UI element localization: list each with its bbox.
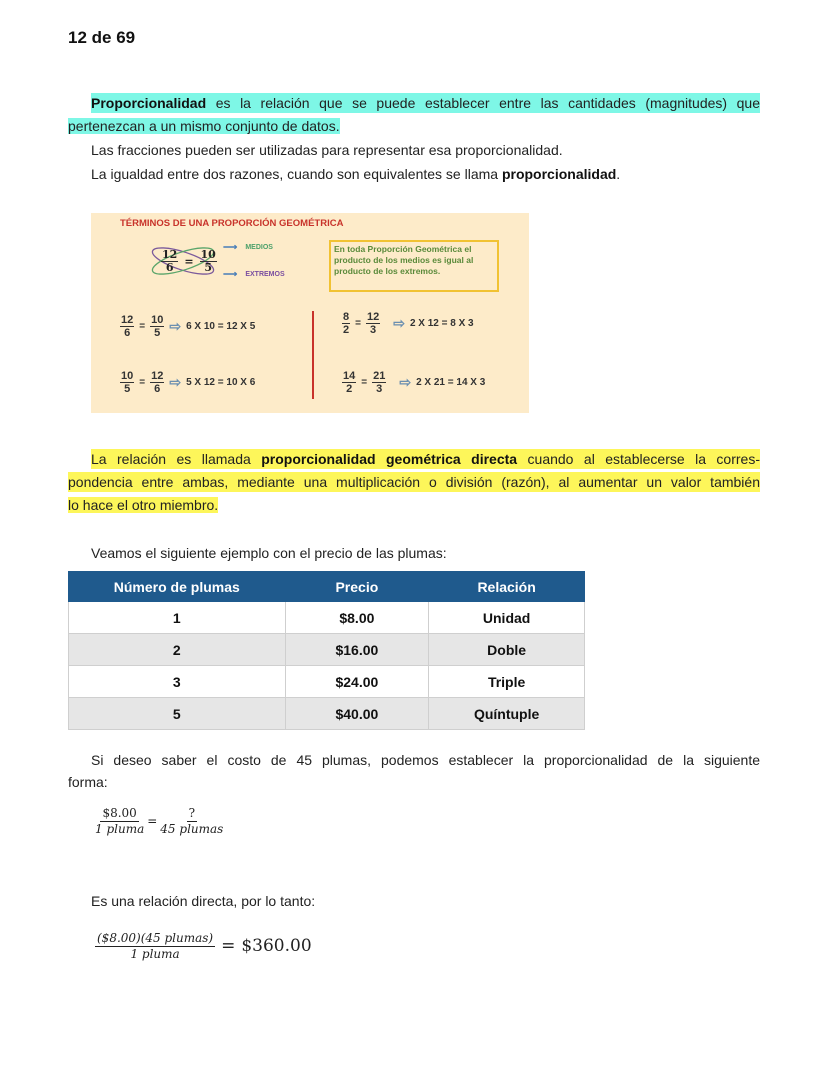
term-bold: proporcionalidad geométrica directa (261, 451, 518, 467)
denominator: 45 plumas (160, 822, 224, 836)
example-row-3 (342, 311, 474, 336)
numerator: 21 (373, 370, 386, 382)
implies-arrow-icon: ⇨ (399, 374, 412, 390)
result: 2 X 12 = 8 X 3 (409, 318, 474, 329)
equals: = (147, 814, 158, 828)
paragraph-directa-line2: pondencia entre ambas, mediante una multiplicación o división (razón), al aumentar un valor también (68, 474, 760, 490)
example-proportion (161, 249, 217, 274)
table-row (69, 666, 585, 698)
text: pertenezcan a un mismo conjunto de datos. (68, 118, 340, 134)
arrow-icon: ⟶ (223, 242, 238, 253)
numerator: 14 (343, 370, 356, 382)
term-bold: proporcionalidad (501, 166, 617, 182)
paragraph-costo-line2: forma: (68, 774, 108, 790)
numerator: 10 (151, 314, 164, 326)
equals: = (361, 377, 368, 388)
denominator: 2 (343, 324, 350, 336)
denominator: 5 (204, 261, 213, 274)
fraction (161, 249, 178, 274)
paragraph-proporcionalidad-line2 (68, 116, 340, 136)
equals: = (139, 377, 146, 388)
numerator: ? (188, 806, 196, 820)
paragraph-proporcionalidad-line1 (91, 93, 760, 113)
numerator: 12 (366, 311, 380, 323)
cell: $40.00 (285, 698, 429, 730)
paragraph-fracciones: Las fracciones pueden ser utilizadas para representar esa proporcionalidad. (91, 142, 563, 158)
formula-proportion (95, 806, 223, 836)
column-header: Número de plumas (69, 572, 286, 602)
table-header (69, 572, 585, 602)
equals: = (184, 255, 194, 268)
cell: 3 (69, 666, 286, 698)
pen-price-table (68, 571, 585, 730)
divider (312, 311, 314, 399)
result: 6 X 10 = 12 X 5 (186, 321, 256, 332)
numerator: $8.00 (102, 806, 137, 820)
implies-arrow-icon: ⇨ (393, 315, 405, 331)
paragraph-ejemplo: Veamos el siguiente ejemplo con el precio de las plumas: (91, 545, 447, 561)
cell: 2 (69, 634, 286, 666)
equals: = (355, 318, 361, 329)
text: lo hace el otro miembro. (68, 497, 219, 513)
example-row-1 (120, 314, 255, 339)
cell: $8.00 (285, 602, 429, 634)
text: EXTREMOS (245, 271, 285, 278)
denominator: 3 (376, 383, 383, 395)
cell: Unidad (429, 602, 585, 634)
cell: Quíntuple (429, 698, 585, 730)
equals: = (221, 936, 236, 956)
table-row (69, 634, 585, 666)
table-row (69, 602, 585, 634)
paragraph-directa-line3 (68, 495, 218, 515)
denominator: 6 (165, 261, 174, 274)
cell: Triple (429, 666, 585, 698)
implies-arrow-icon: ⇨ (169, 318, 182, 334)
cell: $24.00 (285, 666, 429, 698)
implies-arrow-icon: ⇨ (169, 374, 182, 390)
equals: = (139, 321, 146, 332)
denominator: 3 (370, 324, 377, 336)
result: $360.00 (241, 936, 312, 956)
arrow-icon: ⟶ (223, 269, 238, 280)
denominator: 6 (124, 327, 131, 339)
note-box: En toda Proporción Geométrica el producto de los medios es igual al producto de los extremos. (329, 240, 499, 292)
fraction (200, 249, 217, 274)
page-counter: 12 de 69 (68, 28, 136, 47)
result: 2 X 21 = 14 X 3 (416, 377, 486, 388)
text: MEDIOS (245, 244, 273, 251)
diagram-title: TÉRMINOS DE UNA PROPORCIÓN GEOMÉTRICA (120, 218, 344, 229)
text: cuando al establecerse la corres- (517, 451, 760, 467)
paragraph-directa-line1 (91, 449, 760, 469)
denominator: 2 (346, 383, 353, 395)
paragraph-igualdad (91, 164, 620, 184)
term-bold: Proporcionalidad (91, 95, 207, 111)
result: 5 X 12 = 10 X 6 (186, 377, 256, 388)
extremos-label (223, 269, 285, 280)
numerator: 12 (162, 248, 178, 261)
cell: 5 (69, 698, 286, 730)
medios-label (223, 242, 273, 253)
example-row-4 (342, 370, 485, 395)
numerator: ($8.00)(45 plumas) (97, 931, 214, 945)
numerator: 12 (121, 314, 134, 326)
text: es la relación que se puede establecer entre las cantidades (magnitudes) que (206, 95, 760, 111)
text: La relación es llamada (91, 451, 262, 467)
denominator: 5 (154, 327, 161, 339)
cell: $16.00 (285, 634, 429, 666)
denominator: 6 (154, 383, 161, 395)
denominator: 1 pluma (130, 947, 180, 961)
example-row-2 (120, 370, 255, 395)
numerator: 10 (200, 248, 216, 261)
paragraph-relacion-directa: Es una relación directa, por lo tanto: (91, 893, 316, 909)
text: . (616, 166, 621, 182)
numerator: 8 (343, 311, 350, 323)
table-row (69, 698, 585, 730)
cell: Doble (429, 634, 585, 666)
numerator: 12 (151, 370, 164, 382)
cell: 1 (69, 602, 286, 634)
column-header: Precio (285, 572, 429, 602)
proportion-terms-diagram (91, 213, 529, 413)
numerator: 10 (121, 370, 134, 382)
denominator: 5 (124, 383, 131, 395)
text: La igualdad entre dos razones, cuando son equivalentes se llama (91, 166, 502, 182)
denominator: 1 pluma (95, 822, 145, 836)
formula-result (95, 931, 312, 961)
column-header: Relación (429, 572, 585, 602)
paragraph-costo-line1: Si deseo saber el costo de 45 plumas, podemos establecer la proporcionalidad de la siguiente (91, 752, 760, 768)
